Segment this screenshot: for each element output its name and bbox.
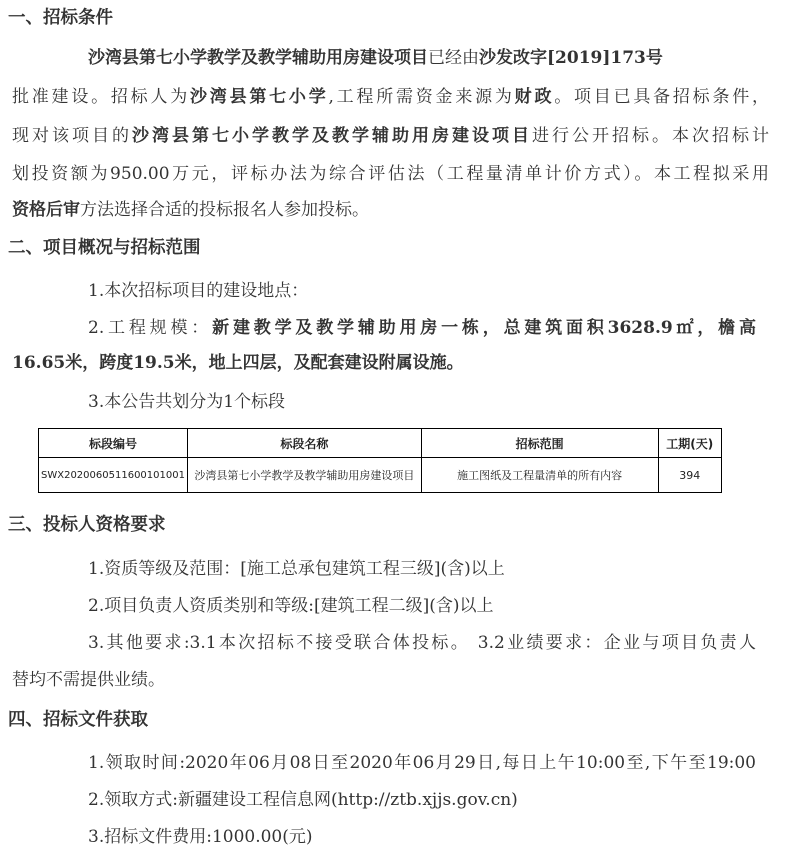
text: 。项目已具备招标条件， — [554, 87, 770, 107]
text: 方法选择合适的投标报名人参加投标。 — [80, 200, 369, 220]
fund-source: 财政 — [514, 87, 555, 107]
paragraph-line — [12, 87, 769, 107]
list-item: 3.其他要求:3.1本次招标不接受联合体投标。 3.2业绩要求：企业与项目负责人 — [88, 633, 756, 653]
section-heading-1: 一、招标条件 — [8, 8, 113, 28]
section-heading-2: 二、项目概况与招标范围 — [8, 238, 201, 258]
paragraph-line — [12, 200, 369, 220]
text: 现对该项目的 — [12, 126, 132, 146]
text: 2.工程规模： — [88, 318, 213, 338]
table-header-row — [39, 429, 722, 458]
project-scale-cont: 16.65米，跨度19.5米，地上四层，及配套建设附属设施。 — [12, 353, 464, 373]
tenderer-name: 沙湾县第七小学 — [190, 87, 329, 107]
bid-section-code: SWX2020060511600101001 — [39, 458, 188, 493]
list-item: 3.本公告共划分为1个标段 — [88, 392, 286, 412]
duration-days: 394 — [658, 458, 722, 493]
list-item: 3.招标文件费用:1000.00(元) — [88, 827, 313, 847]
list-item-cont: 替均不需提供业绩。 — [12, 670, 165, 690]
bid-section-name: 沙湾县第七小学教学及教学辅助用房建设项目 — [187, 458, 421, 493]
list-item: 1.本次招标项目的建设地点： — [88, 281, 309, 301]
paragraph-line: 划投资额为950.00万元，评标办法为综合评估法（工程量清单计价方式）。本工程拟采用 — [12, 164, 769, 184]
paragraph-line — [88, 48, 663, 68]
project-scale: 新建教学及教学辅助用房一栋，总建筑面积3628.9㎡，檐高 — [212, 318, 756, 338]
column-header: 标段名称 — [187, 429, 421, 458]
list-item: 2.项目负责人资质类别和等级:[建筑工程二级](含)以上 — [88, 596, 494, 616]
project-name: 沙湾县第七小学教学及教学辅助用房建设项目 — [132, 126, 532, 146]
table-row — [39, 458, 722, 493]
qualification-method: 资格后审 — [12, 200, 80, 220]
section-heading-3: 三、投标人资格要求 — [8, 515, 166, 535]
approval-number: 沙发改字[2019]173号 — [479, 48, 663, 68]
column-header: 工期(天) — [658, 429, 722, 458]
section-heading-4: 四、招标文件获取 — [8, 710, 148, 730]
text: ,工程所需资金来源为 — [328, 87, 515, 107]
project-name: 沙湾县第七小学教学及教学辅助用房建设项目 — [88, 48, 428, 68]
bid-scope: 施工图纸及工程量清单的所有内容 — [421, 458, 658, 493]
list-item: 2.领取方式:新疆建设工程信息网(http://ztb.xjjs.gov.cn) — [88, 790, 518, 810]
column-header: 标段编号 — [39, 429, 188, 458]
list-item: 1.领取时间:2020年06月08日至2020年06月29日,每日上午10:00至,下午至19:00 — [88, 753, 756, 773]
text: 已经由 — [428, 48, 479, 68]
text: 批准建设。招标人为 — [12, 87, 191, 107]
column-header: 招标范围 — [421, 429, 658, 458]
list-item — [88, 318, 756, 338]
paragraph-line — [12, 126, 769, 146]
text: 进行公开招标。本次招标计 — [532, 126, 769, 146]
list-item: 1.资质等级及范围：[施工总承包建筑工程三级](含)以上 — [88, 559, 505, 579]
bid-section-table — [38, 428, 722, 493]
